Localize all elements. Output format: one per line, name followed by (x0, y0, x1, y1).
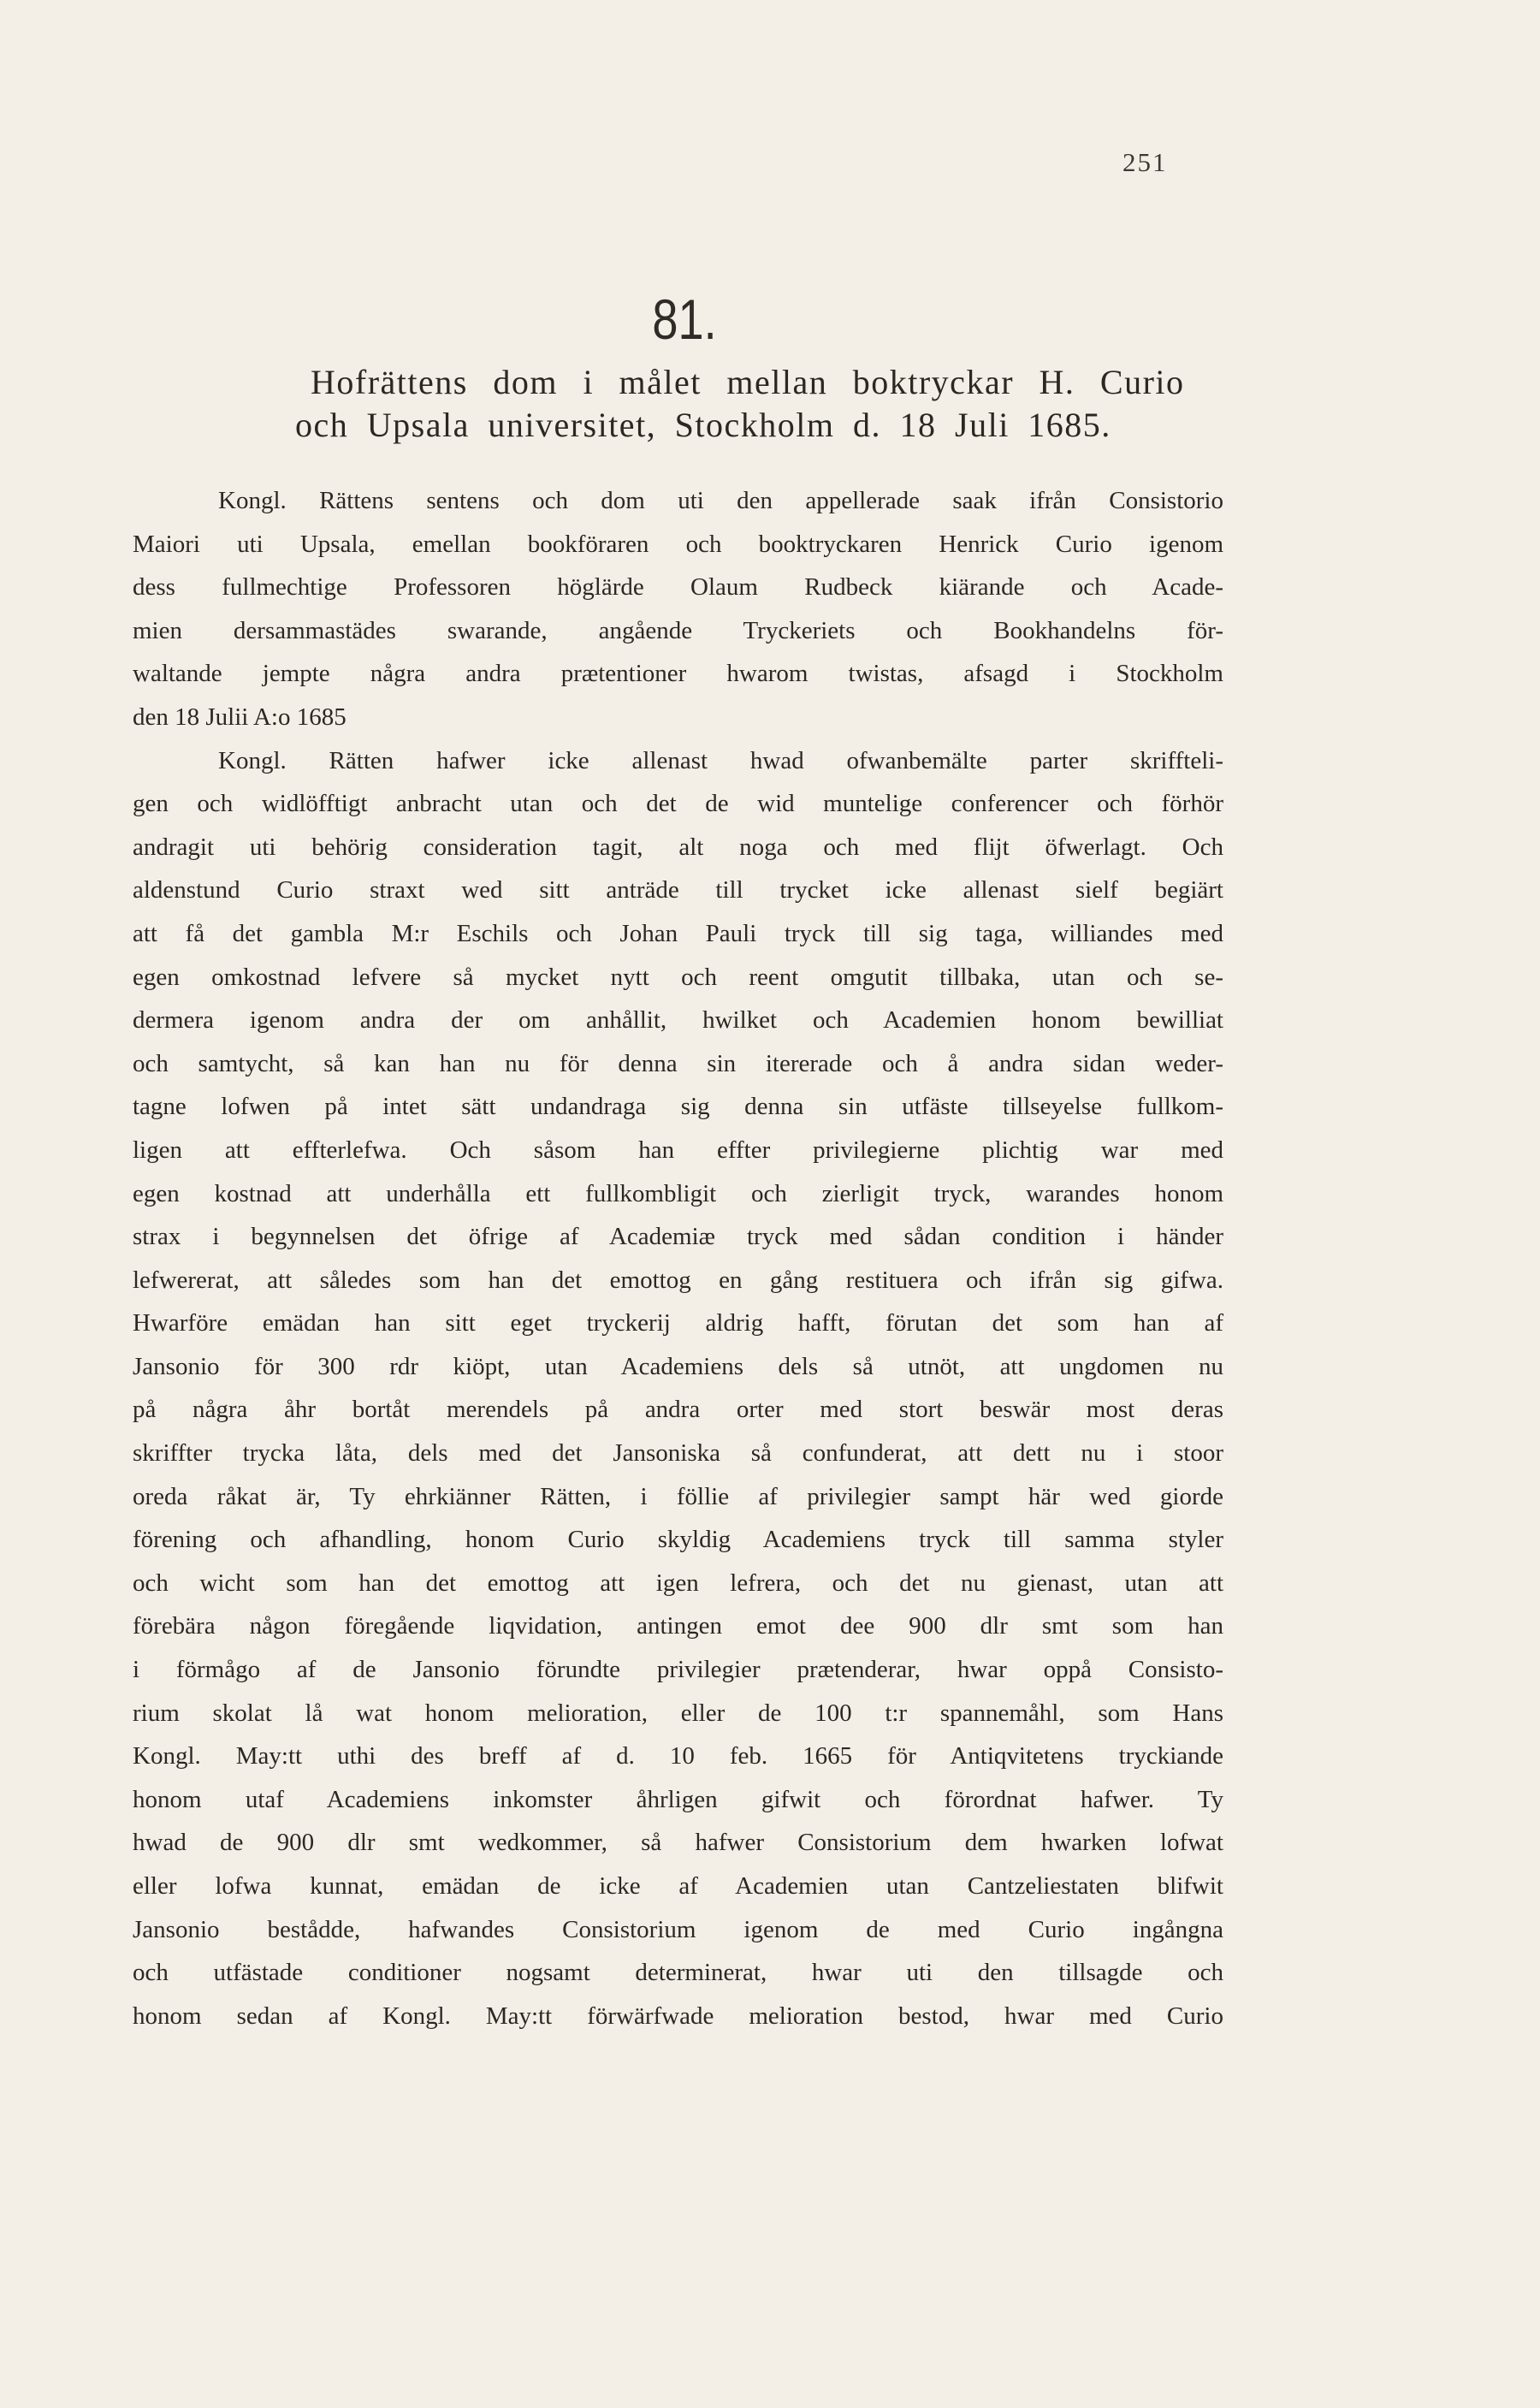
text-line: Hwarföre emädan han sitt eget tryckerij aldrig hafft, förutan det som han af (133, 1309, 1223, 1337)
text-line: skriffter trycka låta, dels med det Jansoniska så confunderat, att dett nu i stoor (133, 1439, 1223, 1468)
text-line: strax i begynnelsen det öfrige af Academiæ tryck med sådan condition i händer (133, 1223, 1223, 1251)
text-line: andragit uti behörig consideration tagit, alt noga och med flijt öfwerlagt. Och (133, 833, 1223, 861)
page-number: 251 (1122, 147, 1168, 177)
text-line: Kongl. Rättens sentens och dom uti den appellerade saak ifrån Consistorio (218, 487, 1223, 514)
text-line: oreda råkat är, Ty ehrkiänner Rätten, i föllie af privilegier sampt här wed giorde (133, 1482, 1223, 1510)
heading-line: Hofrättens dom i målet mellan boktryckar H. Curio (311, 363, 1185, 401)
text-line: gen och widlöfftigt anbracht utan och det de wid muntelige conferencer och förhör (133, 790, 1223, 818)
text-line: den 18 Julii A:o 1685 (133, 703, 346, 731)
text-line: dess fullmechtige Professoren höglärde Olaum Rudbeck kiärande och Acade- (133, 573, 1223, 602)
text-line: och wicht som han det emottog att igen lefrera, och det nu gienast, utan att (133, 1569, 1223, 1597)
text-line: att få det gambla M:r Eschils och Johan Pauli tryck till sig taga, williandes med (133, 919, 1223, 947)
text-line: och utfästade conditioner nogsamt determinerat, hwar uti den tillsagde och (133, 1959, 1223, 1987)
text-line: Jansonio beståddе, hafwandes Consistorium igenom de med Curio ingångna (133, 1915, 1223, 1943)
text-line: waltande jempte några andra prætentioner hwarom twistas, afsagd i Stockholm (133, 660, 1223, 688)
text-line: honom utaf Academiens inkomster åhrligen gifwit och förordnat hafwer. Ty (133, 1785, 1223, 1813)
text-line: aldenstund Curio straxt wed sitt anträde till trycket icke allenast sielf begiärt (133, 876, 1223, 904)
text-line: Kongl. Rätten hafwer icke allenast hwad ofwanbemälte parter skriffteli- (218, 746, 1223, 774)
text-line: förening och afhandling, honom Curio skyldig Academiens tryck till samma styler (133, 1526, 1223, 1554)
text-line: egen omkostnad lefvere så mycket nytt och reent omgutit tillbaka, utan och se- (133, 963, 1223, 991)
text-line: på några åhr bortåt merendels på andra orter med stort beswär most deras (133, 1396, 1223, 1424)
text-line: egen kostnad att underhålla ett fullkombligit och zierligit tryck, warandes honom (133, 1179, 1223, 1207)
body-text (133, 479, 1223, 2037)
text-line: Maiori uti Upsala, emellan bookföraren och booktryckaren Henrick Curio igenom (133, 530, 1223, 558)
text-line: Jansonio för 300 rdr kiöpt, utan Academiens dels så utnöt, att ungdomen nu (133, 1352, 1223, 1380)
text-line: och samtycht, så kan han nu för denna sin itererade och å andra sidan weder- (133, 1049, 1223, 1077)
text-line: mien dersammastädes swarande, angående Tryckeriets och Bookhandelns för- (133, 616, 1223, 644)
text-line: Kongl. May:tt uthi des breff af d. 10 feb. 1665 för Antiqvitetens tryckiande (133, 1742, 1223, 1770)
text-line: förebära någon föregående liqvidation, antingen emot dee 900 dlr smt som han (133, 1612, 1223, 1640)
text-line: honom sedan af Kongl. May:tt förwärfwade melioration bestod, hwar med Curio (133, 2002, 1223, 2030)
text-line: rium skolat lå wat honom melioration, eller de 100 t:r spannemåhl, som Hans (133, 1699, 1223, 1727)
text-line: hwad de 900 dlr smt wedkommer, så hafwer Consistorium dem hwarken lofwat (133, 1829, 1223, 1857)
text-line: i förmågo af de Jansonio förundte privilegier prætenderar, hwar oppå Consisto- (133, 1656, 1223, 1684)
document-heading (295, 361, 1228, 447)
text-line: ligen att effterlefwa. Och såsom han effter privilegierne plichtig war med (133, 1136, 1223, 1164)
text-line: eller lofwa kunnat, emädan de icke af Academien utan Cantzeliestaten blifwit (133, 1872, 1223, 1900)
text-line: tagne lofwen på intet sätt undandraga sig denna sin utfäste tillseyelse fullkom- (133, 1093, 1223, 1121)
heading-line: och Upsala universitet, Stockholm d. 18 Juli 1685. (295, 406, 1111, 444)
document-number: 81. (652, 288, 717, 351)
text-line: dermera igenom andra der om anhållit, hwilket och Academien honom bewilliat (133, 1006, 1223, 1035)
text-line: lefwererat, att således som han det emottog en gång restituera och ifrån sig gifwa. (133, 1266, 1223, 1294)
